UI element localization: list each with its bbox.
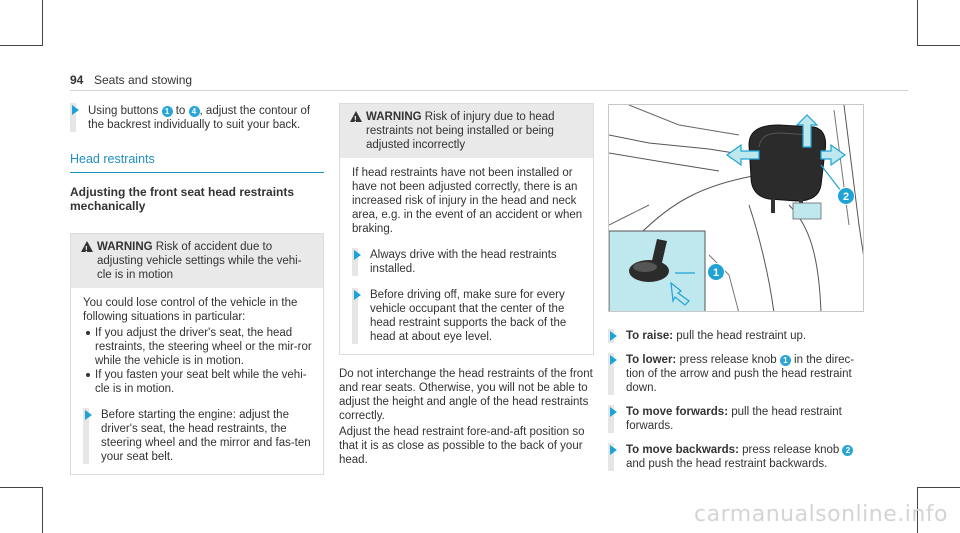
step-arrow-icon — [85, 410, 92, 420]
callout-2-icon: 2 — [837, 187, 855, 205]
crop-mark — [42, 0, 43, 46]
callout-4-icon: 4 — [189, 106, 200, 117]
step-arrow-icon — [610, 355, 617, 365]
bullet-item: If you fasten your seat belt while the vehi-cle is in motion. — [83, 368, 313, 396]
step-label: To lower: — [626, 354, 677, 366]
step-text: in the direc-tion of the arrow and push the head restraint down. — [626, 354, 855, 394]
crop-mark — [918, 487, 960, 488]
step-text: press release knob — [679, 354, 777, 366]
warning-icon — [350, 111, 362, 122]
callout-2-icon: 2 — [842, 445, 853, 456]
step-arrow-icon — [610, 331, 617, 341]
warning-step — [352, 288, 583, 344]
warning-box — [70, 233, 324, 475]
step-text: Before driving off, make sure for every vehicle occupant that the center of the head restraint supports the back of the head at about eye level. — [370, 289, 567, 343]
crop-mark — [0, 487, 42, 488]
header-rule — [70, 90, 908, 91]
callout-1-icon: 1 — [707, 263, 725, 281]
illustration-svg — [609, 105, 864, 312]
warning-step — [352, 248, 583, 276]
bullet-item: If you adjust the driver's seat, the head restraints, the steering wheel or the mir-ror while the vehicle is in motion. — [83, 326, 313, 368]
callout-1-icon: 1 — [780, 355, 791, 366]
left-column — [70, 103, 324, 475]
step-arrow-icon — [610, 445, 617, 455]
warning-header — [71, 234, 323, 288]
step-text: Using buttons — [88, 105, 159, 117]
warning-paragraph: If head restraints have not been installed or have not been adjusted correctly, there is an increased risk of injury in the head and neck area, e.g. in the event of an accident or when braking. — [352, 167, 583, 235]
warning-body — [340, 158, 593, 354]
section-heading: Head restraints — [70, 152, 155, 166]
step-contour — [70, 103, 324, 132]
section-title: Seats and stowing — [94, 73, 193, 87]
step-arrow-icon — [354, 290, 361, 300]
warning-icon — [81, 241, 93, 252]
step-arrow-icon — [610, 407, 617, 417]
step-text: Always drive with the head restraints installed. — [370, 249, 557, 275]
crop-mark — [42, 487, 43, 533]
section-heading-block — [70, 152, 324, 173]
paragraph: Adjust the head restraint fore-and-aft position so that it is as close as possible to the back of your head. — [339, 426, 585, 466]
warning-bullets — [83, 326, 313, 396]
step-text: Before starting the engine: adjust the driver's seat, the head restraints, the steering wheel and the mirror and fas-ten your seat belt. — [101, 409, 311, 463]
step-text: pull the head restraint up. — [676, 330, 807, 342]
crop-mark — [918, 45, 960, 46]
step-forwards — [608, 405, 864, 433]
step-text: pull the head restraint forwards. — [626, 406, 842, 432]
step-text: , adjust the contour of the backrest individually to suit your back. — [88, 105, 311, 131]
page-number: 94 — [70, 73, 84, 87]
step-raise — [608, 329, 864, 343]
paragraph: Do not interchange the head restraints of the front and rear seats. Otherwise, you will not be able to adjust the height and angle of the head restraints correctly. — [339, 368, 593, 422]
step-backwards — [608, 443, 864, 471]
crop-mark — [0, 45, 42, 46]
middle-column — [339, 103, 594, 467]
step-arrow-icon — [72, 105, 79, 115]
step-text: press release knob — [742, 444, 840, 456]
callout-1-icon: 1 — [162, 106, 173, 117]
step-lower — [608, 353, 864, 395]
warning-text: Risk of injury due to head restraints not being installed or being adjusted incorrectly — [366, 111, 555, 151]
warning-step — [83, 408, 313, 464]
step-text: to — [175, 105, 186, 117]
head-restraint-illustration — [608, 104, 864, 312]
subheading: Adjusting the front seat head restraints mechanically — [70, 185, 295, 213]
warning-box — [339, 103, 594, 355]
crop-mark — [917, 0, 918, 46]
warning-header — [340, 104, 593, 158]
warning-body — [71, 288, 323, 474]
step-label: To move backwards: — [626, 444, 739, 456]
step-label: To raise: — [626, 330, 674, 342]
warning-title: WARNING — [366, 111, 422, 123]
step-text: and push the head restraint backwards. — [626, 458, 828, 470]
step-label: To move forwards: — [626, 406, 729, 418]
warning-text: Risk of accident due to adjusting vehicle settings while the vehi-cle is in motion — [97, 241, 302, 281]
step-arrow-icon — [354, 250, 361, 260]
warning-paragraph: You could lose control of the vehicle in the following situations in particular: — [83, 297, 298, 323]
warning-title: WARNING — [97, 241, 153, 253]
heading-rule — [70, 172, 324, 173]
right-column — [608, 329, 864, 471]
watermark: carmanualsonline.info — [694, 502, 948, 527]
